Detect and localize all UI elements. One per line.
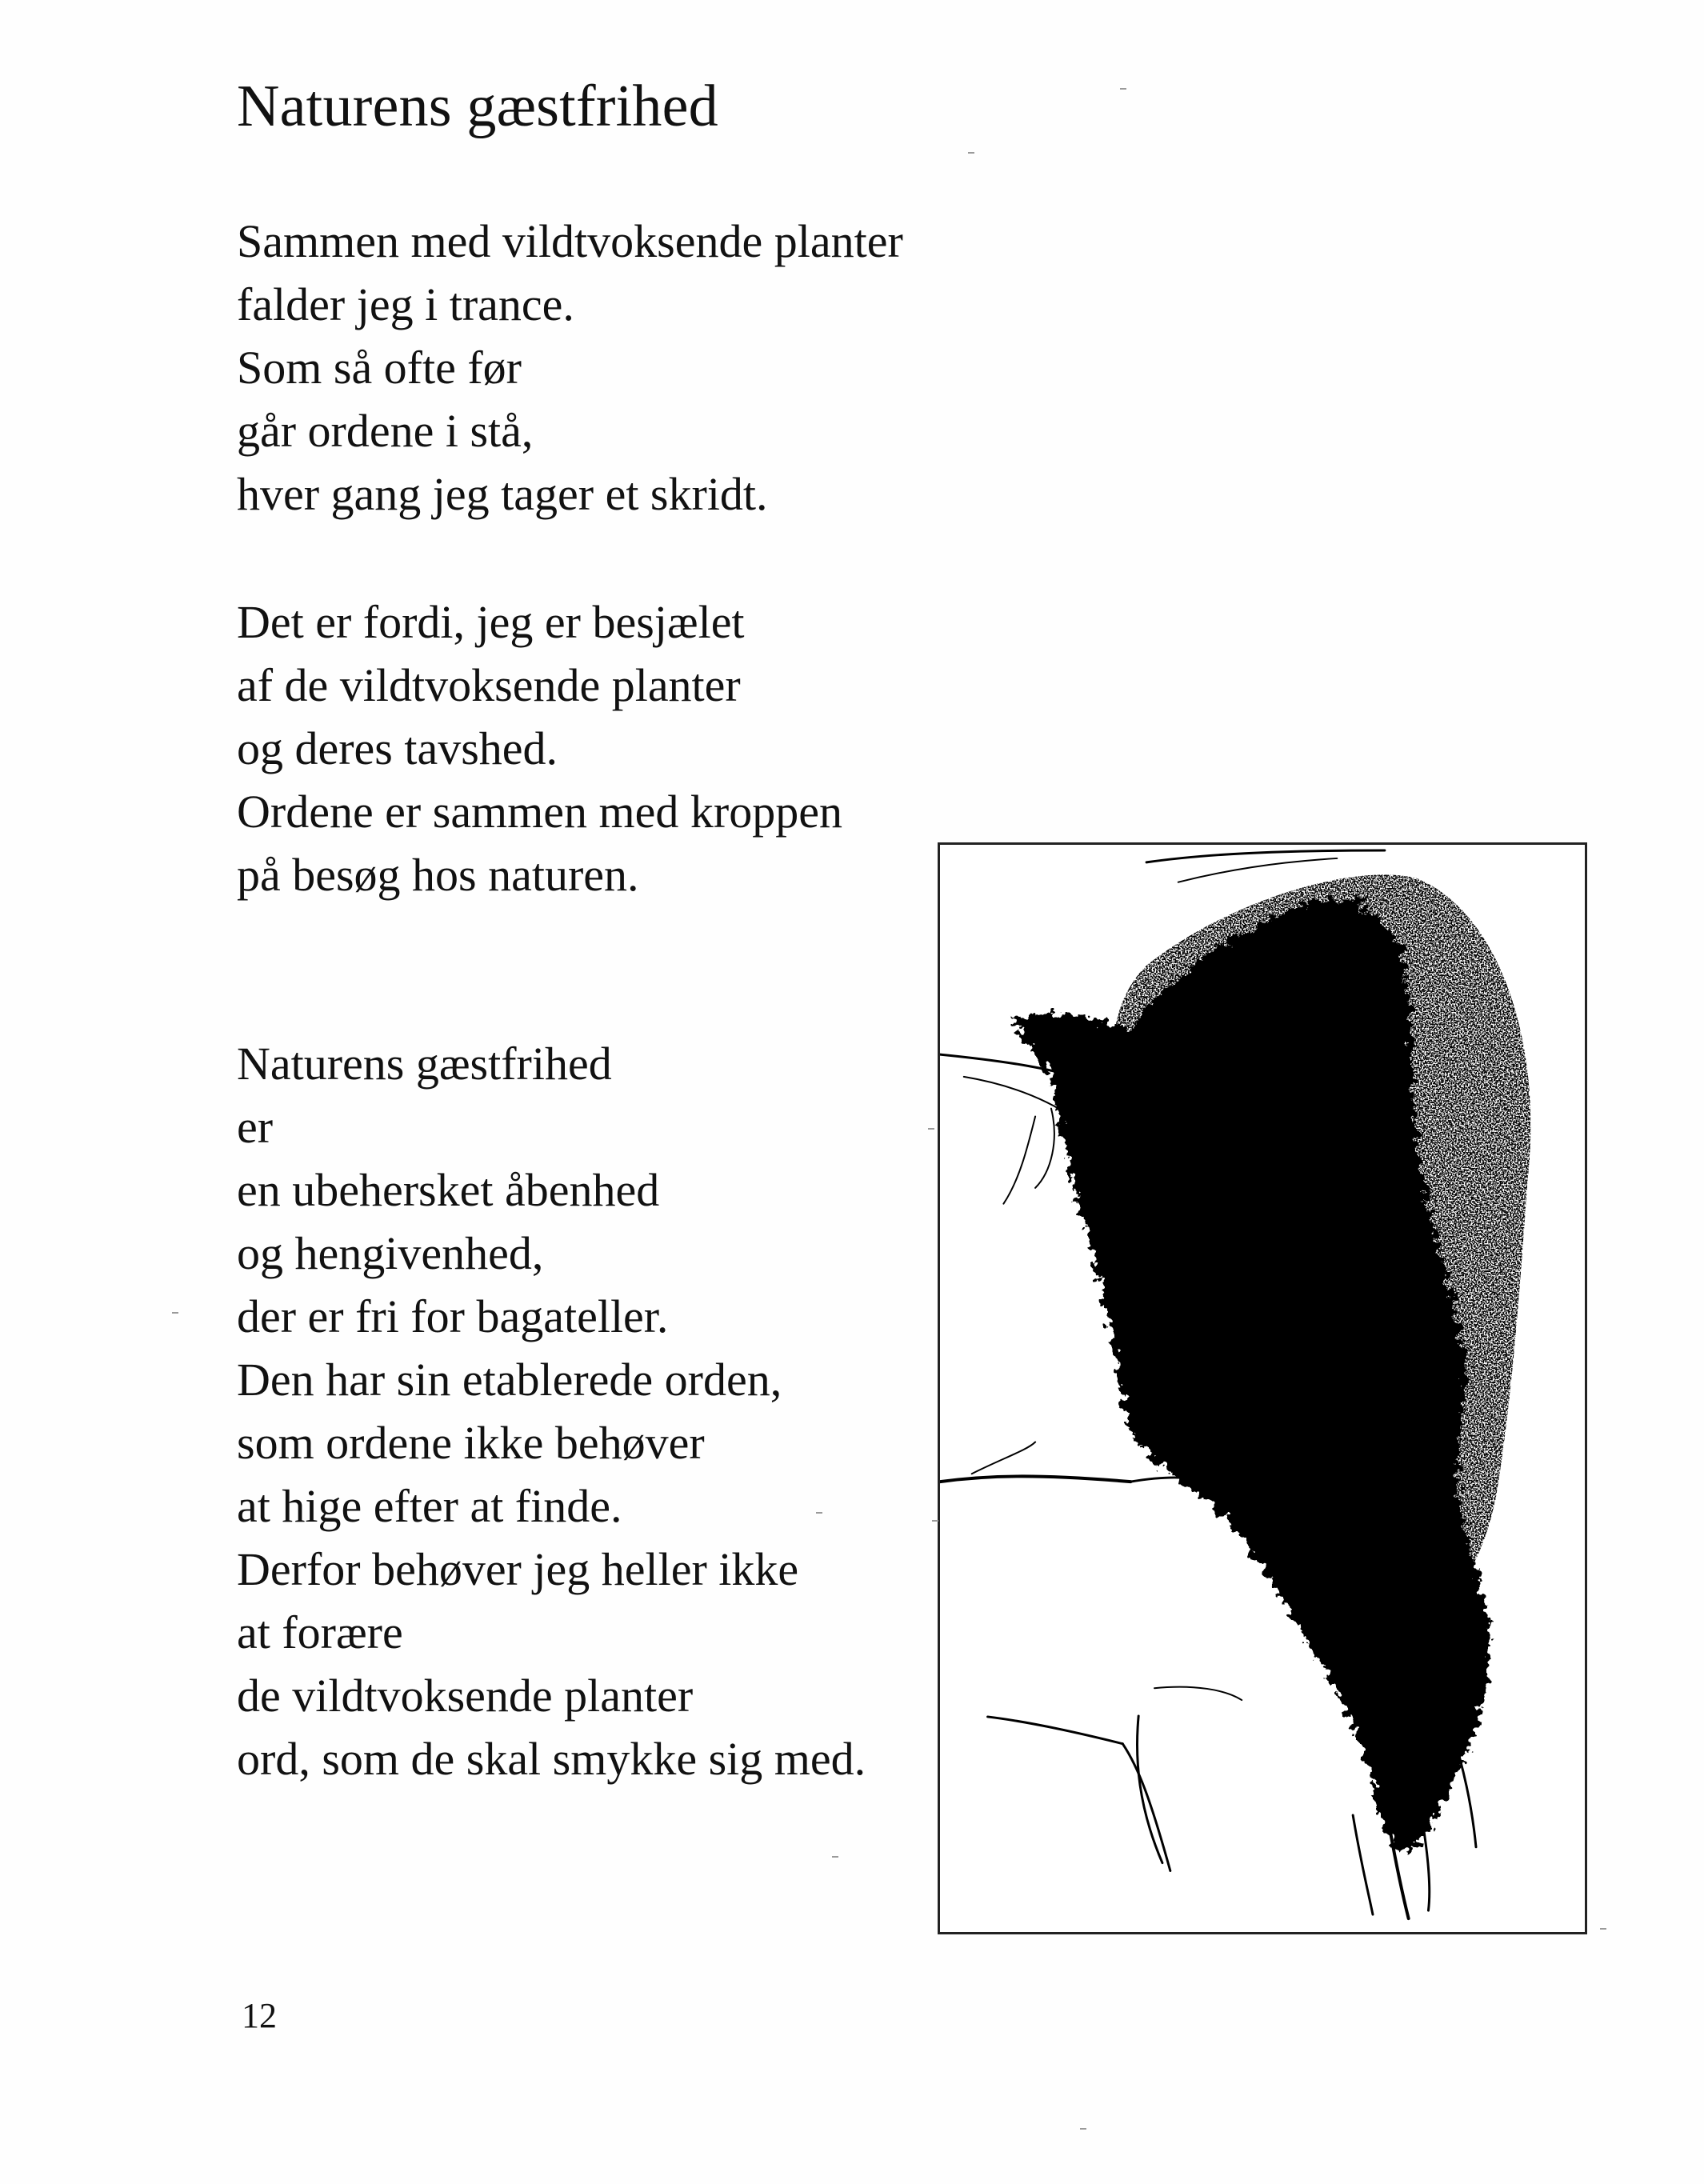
poem-line: at hige efter at finde. — [237, 1480, 622, 1532]
scan-speck — [932, 1520, 938, 1522]
scan-speck — [1600, 1928, 1606, 1930]
poem-line: er — [237, 1101, 274, 1153]
stanza-2 — [237, 590, 842, 906]
stanza-1 — [237, 210, 903, 526]
poem-line: der er fri for bagateller. — [237, 1290, 669, 1342]
poem-line: at forære — [237, 1606, 403, 1658]
scan-speck — [968, 152, 974, 154]
scan-speck — [1120, 88, 1126, 90]
poem-line: en ubehersket åbenhed — [237, 1164, 660, 1216]
poem-line: Det er fordi, jeg er besjælet — [237, 596, 745, 648]
poem-line: af de vildtvoksende planter — [237, 659, 741, 711]
poem-line: Den har sin etablerede orden, — [237, 1354, 782, 1406]
ink-plant-drawing — [940, 845, 1585, 1932]
stanza-3 — [237, 1032, 866, 1790]
poem-line: Derfor behøver jeg heller ikke — [237, 1543, 799, 1595]
poem-line: Naturens gæstfrihed — [237, 1038, 612, 1090]
poem-line: Ordene er sammen med kroppen — [237, 786, 842, 838]
scan-speck — [1080, 2128, 1086, 2130]
poem-line: på besøg hos naturen. — [237, 849, 639, 901]
poem-line: hver gang jeg tager et skridt. — [237, 468, 768, 520]
poem-title: Naturens gæstfrihed — [237, 74, 718, 139]
poem-line: som ordene ikke behøver — [237, 1417, 705, 1469]
scan-speck — [928, 1128, 934, 1130]
ink-drawing-frame — [938, 842, 1587, 1934]
poem-line: ord, som de skal smykke sig med. — [237, 1733, 866, 1785]
poem-line: og hengivenhed, — [237, 1227, 544, 1279]
poem-line: de vildtvoksende planter — [237, 1670, 694, 1722]
poem-line: Som så ofte før — [237, 342, 522, 394]
poem-line: går ordene i stå, — [237, 405, 534, 457]
scan-speck — [172, 1312, 178, 1314]
poem-line: og deres tavshed. — [237, 722, 558, 774]
scan-speck — [832, 1856, 838, 1858]
scan-speck — [816, 1512, 822, 1514]
page-number: 12 — [242, 1996, 277, 2035]
poem-line: falder jeg i trance. — [237, 278, 574, 330]
poem-line: Sammen med vildtvoksende planter — [237, 215, 903, 267]
